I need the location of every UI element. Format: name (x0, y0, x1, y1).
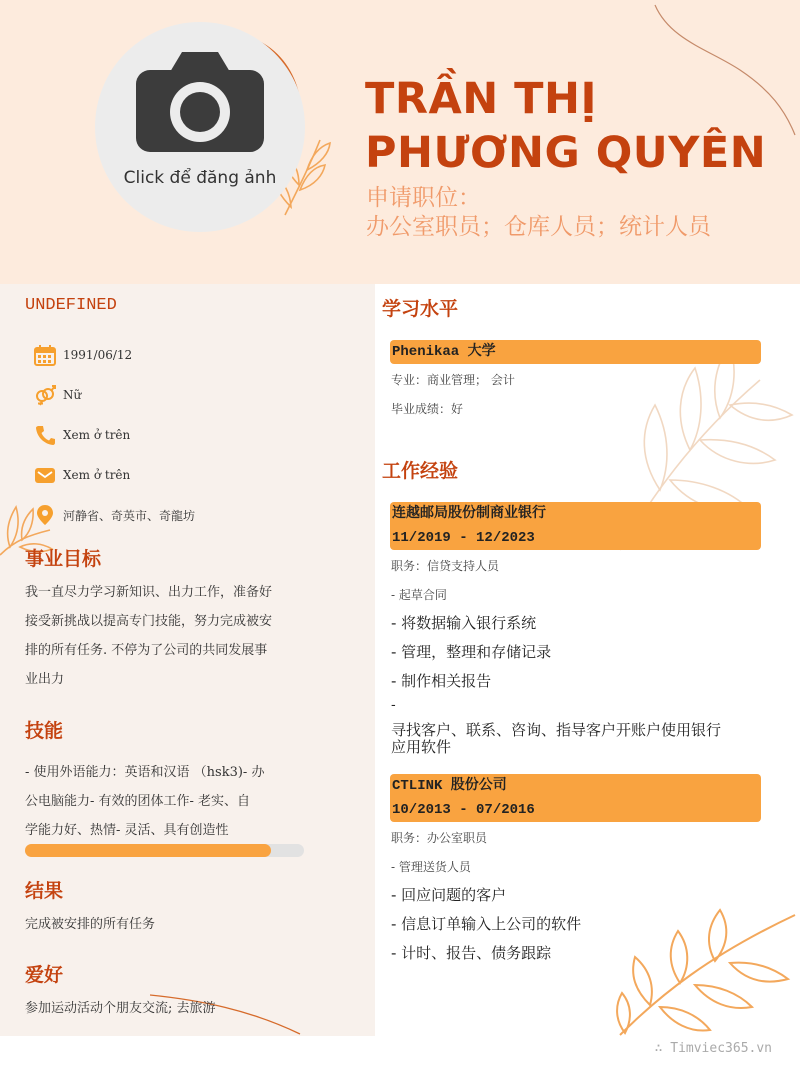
job-1-extra (391, 722, 761, 756)
footer-brand[interactable] (655, 1041, 772, 1056)
objective-line: 我一直尽力学习新知识、出力工作，准备好 (25, 585, 273, 600)
job-1-period: 11/2019 - 12/2023 (392, 530, 535, 546)
job-2-task: - 信息订单输入上公司的软件 (391, 915, 582, 933)
calendar-icon (34, 344, 56, 366)
name-line-1: TRẦN THỊ (365, 74, 597, 124)
education-school-bar (390, 340, 761, 364)
job-1-task: - 将数据输入银行系统 (391, 614, 537, 632)
job-2-header (390, 774, 761, 822)
skills-text (25, 758, 325, 845)
email-icon (34, 464, 56, 486)
job-2-task: - 计时、报告、债务跟踪 (391, 944, 552, 962)
objective-title: 事业目标 (25, 548, 102, 570)
job-1-header (390, 502, 761, 550)
achievements-text: 完成被安排的所有任务 (25, 917, 156, 932)
birthday-value: 1991/06/12 (63, 348, 133, 362)
footer-brand-icon: ∴ (654, 1041, 671, 1056)
apply-positions: 办公室职员；仓库人员；统计人员 (366, 214, 711, 240)
right-bottom-leaf-decoration (610, 895, 800, 1036)
objective-line: 接受新挑战以提高专门技能，努力完成被安 (25, 614, 273, 629)
job-1-extra-line: 寻找客户、联系、咨询、指导客户开账户使用银行 (391, 721, 722, 739)
job-1-company: 连越邮局股份制商业银行 (392, 506, 546, 522)
gender-icon (34, 384, 56, 406)
education-title: 学习水平 (382, 298, 459, 320)
skills-line: 公电脑能力- 有效的团体工作- 老实、自 (25, 794, 251, 809)
objective-text (25, 578, 315, 694)
job-1-task: - 制作相关报告 (391, 672, 492, 690)
phone-icon (34, 424, 56, 446)
footer-brand-text: Timviec365.vn (670, 1041, 772, 1056)
hobbies-text: 参加运动活动个朋友交流; 去旅游 (25, 1001, 216, 1016)
education-major: 专业：商业管理； 会计 (391, 373, 515, 387)
objective-line: 业出力 (25, 672, 65, 687)
info-phone (34, 423, 130, 447)
job-1-extra-line: 应用软件 (391, 738, 452, 756)
name-line-2: PHƯƠNG QUYÊN (365, 128, 767, 178)
apply-label: 申请职位： (366, 185, 481, 211)
info-email (34, 463, 130, 487)
hobbies-title: 爱好 (25, 964, 64, 986)
apply-position (366, 184, 786, 242)
email-value: Xem ở trên (63, 468, 131, 482)
job-2-company: CTLINK 股份公司 (392, 778, 507, 794)
avatar-upload[interactable] (95, 22, 305, 232)
skills-line: 学能力好、热情- 灵活、具有创造性 (25, 823, 229, 838)
skills-line: - 使用外语能力：英语和汉语 （hsk3)- 办 (25, 765, 265, 780)
skills-progress-bar (25, 844, 304, 857)
job-2-first-task: - 管理送货人员 (391, 860, 471, 874)
gender-value: Nữ (63, 388, 82, 402)
job-1-task: - (391, 698, 396, 713)
job-1-first-task: - 起草合同 (391, 588, 447, 602)
profile-heading: UNDEFINED (25, 296, 117, 315)
camera-icon (136, 52, 264, 152)
objective-line: 排的所有任务. 不停为了公司的共同发展事 (25, 643, 268, 658)
candidate-name (365, 72, 785, 180)
location-icon (34, 504, 56, 526)
info-birthday (34, 343, 132, 367)
phone-value: Xem ở trên (63, 428, 131, 442)
job-2-period: 10/2013 - 07/2016 (392, 802, 535, 818)
education-grade: 毕业成绩：好 (391, 402, 464, 416)
info-address (34, 503, 195, 527)
skills-progress-fill (25, 844, 271, 857)
address-value: 河静省、奇英市、奇龍坊 (63, 508, 196, 523)
job-1-role: 职务：信贷支持人员 (391, 559, 500, 573)
school-name: Phenikaa 大学 (392, 344, 496, 360)
info-gender (34, 383, 81, 407)
avatar-upload-label: Click để đăng ảnh (123, 168, 277, 188)
job-2-task: - 回应问题的客户 (391, 886, 507, 904)
experience-title: 工作经验 (382, 460, 459, 482)
skills-title: 技能 (25, 720, 64, 742)
achievements-title: 结果 (25, 880, 64, 902)
job-1-task: - 管理，整理和存储记录 (391, 643, 552, 661)
job-2-role: 职务：办公室职员 (391, 831, 488, 845)
